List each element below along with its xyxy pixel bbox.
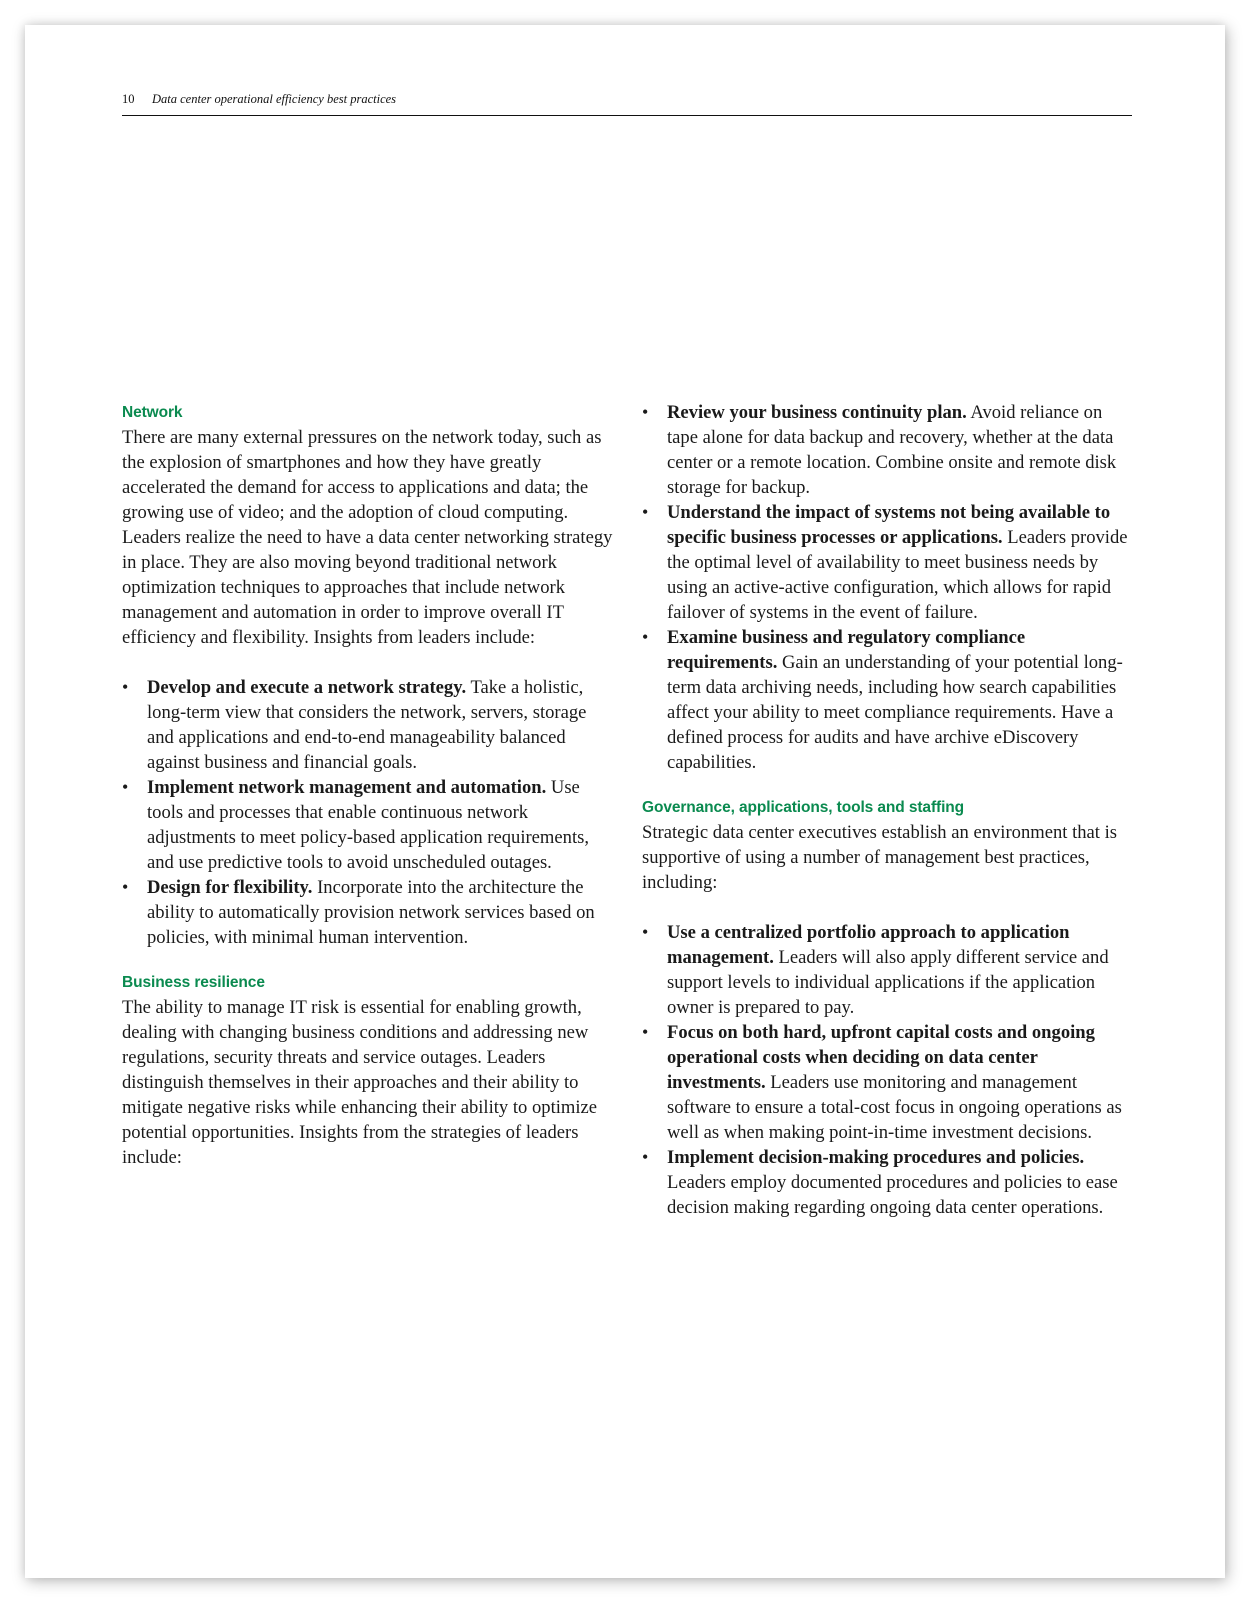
left-column bbox=[122, 400, 617, 1170]
network-list bbox=[122, 675, 617, 950]
document-page bbox=[25, 25, 1225, 1578]
list-item bbox=[642, 920, 1137, 1020]
resilience-intro: The ability to manage IT risk is essential for enabling growth, dealing with changing business conditions and addressing new regulations, security threats and service outages. Leaders distinguish themselves in their approaches and their ability to mitigate negative risks while enhancing their ability to optimize potential opportunities. Insights from the strategies of leaders include: bbox=[122, 997, 598, 1168]
list-item bbox=[642, 1145, 1137, 1220]
list-item bbox=[122, 675, 617, 775]
running-header bbox=[122, 91, 1132, 107]
item-lead: Examine business and regulatory compliance requirements. bbox=[667, 627, 1026, 673]
right-column bbox=[642, 400, 1137, 1220]
list-item bbox=[122, 875, 617, 950]
bullet-icon: • bbox=[642, 1022, 649, 1042]
header-rule bbox=[122, 115, 1132, 116]
item-text: Incorporate into the architecture the ability to automatically provision network services based on policies, with minimal human intervention. bbox=[147, 877, 595, 948]
bullet-icon: • bbox=[122, 877, 129, 897]
bullet-icon: • bbox=[642, 627, 649, 647]
item-lead: Use a centralized portfolio approach to application management. bbox=[667, 922, 1070, 968]
item-text: Use tools and processes that enable continuous network adjustments to meet policy-based application requirements, and use predictive tools to avoid unscheduled outages. bbox=[147, 777, 589, 873]
item-lead: Develop and execute a network strategy. bbox=[147, 677, 467, 698]
item-text: Gain an understanding of your potential long-term data archiving needs, including how search capabilities affect your ability to meet compliance requirements. Have a defined process for audits and have archive eDiscovery capabilities. bbox=[667, 652, 1123, 773]
section-heading-governance: Governance, applications, tools and staffing bbox=[642, 799, 965, 816]
bullet-icon: • bbox=[642, 1147, 649, 1167]
network-intro: There are many external pressures on the network today, such as the explosion of smartphones and how they have greatly accelerated the demand for access to applications and data; the growing use of video; and the adoption of cloud computing. Leaders realize the need to have a data center networking strategy in place. They are also moving beyond traditional network optimization techniques to approaches that include network management and automation in order to improve overall IT efficiency and flexibility. Insights from leaders include: bbox=[122, 427, 613, 648]
item-text: Leaders use monitoring and management software to ensure a total-cost focus in ongoing operations as well as when making point-in-time investment decisions. bbox=[667, 1072, 1122, 1143]
list-item bbox=[642, 625, 1137, 775]
item-lead: Review your business continuity plan. bbox=[667, 402, 967, 423]
running-title: Data center operational efficiency best practices bbox=[152, 92, 397, 106]
page-number: 10 bbox=[122, 92, 135, 106]
item-lead: Implement network management and automation. bbox=[147, 777, 547, 798]
section-heading-network: Network bbox=[122, 404, 183, 421]
list-item bbox=[642, 500, 1137, 625]
item-lead: Focus on both hard, upfront capital costs and ongoing operational costs when deciding on data center investments. bbox=[667, 1022, 1095, 1093]
bullet-icon: • bbox=[642, 922, 649, 942]
list-item bbox=[642, 400, 1137, 500]
bullet-icon: • bbox=[122, 677, 129, 697]
governance-intro: Strategic data center executives establish an environment that is supportive of using a number of management best practices, including: bbox=[642, 822, 1118, 893]
item-lead: Design for flexibility. bbox=[147, 877, 313, 898]
item-text: Leaders provide the optimal level of availability to meet business needs by using an active-active configuration, which allows for rapid failover of systems in the event of failure. bbox=[667, 527, 1128, 623]
list-item bbox=[642, 1020, 1137, 1145]
item-lead: Understand the impact of systems not being available to specific business processes or applications. bbox=[667, 502, 1111, 548]
governance-list bbox=[642, 920, 1137, 1220]
item-text: Avoid reliance on tape alone for data backup and recovery, whether at the data center or a remote location. Combine onsite and remote disk storage for backup. bbox=[667, 402, 1117, 498]
bullet-icon: • bbox=[642, 502, 649, 522]
item-text: Leaders will also apply different service and support levels to individual applications if the application owner is prepared to pay. bbox=[667, 947, 1109, 1018]
item-text: Take a holistic, long-term view that considers the network, servers, storage and applications and end-to-end manageability balanced against business and financial goals. bbox=[147, 677, 587, 773]
bullet-icon: • bbox=[642, 402, 649, 422]
section-heading-business-resilience: Business resilience bbox=[122, 974, 265, 991]
item-lead: Implement decision-making procedures and policies. bbox=[667, 1147, 1085, 1168]
bullet-icon: • bbox=[122, 777, 129, 797]
item-text: Leaders employ documented procedures and policies to ease decision making regarding ongoing data center operations. bbox=[667, 1172, 1118, 1218]
list-item bbox=[122, 775, 617, 875]
resilience-list bbox=[642, 400, 1137, 775]
